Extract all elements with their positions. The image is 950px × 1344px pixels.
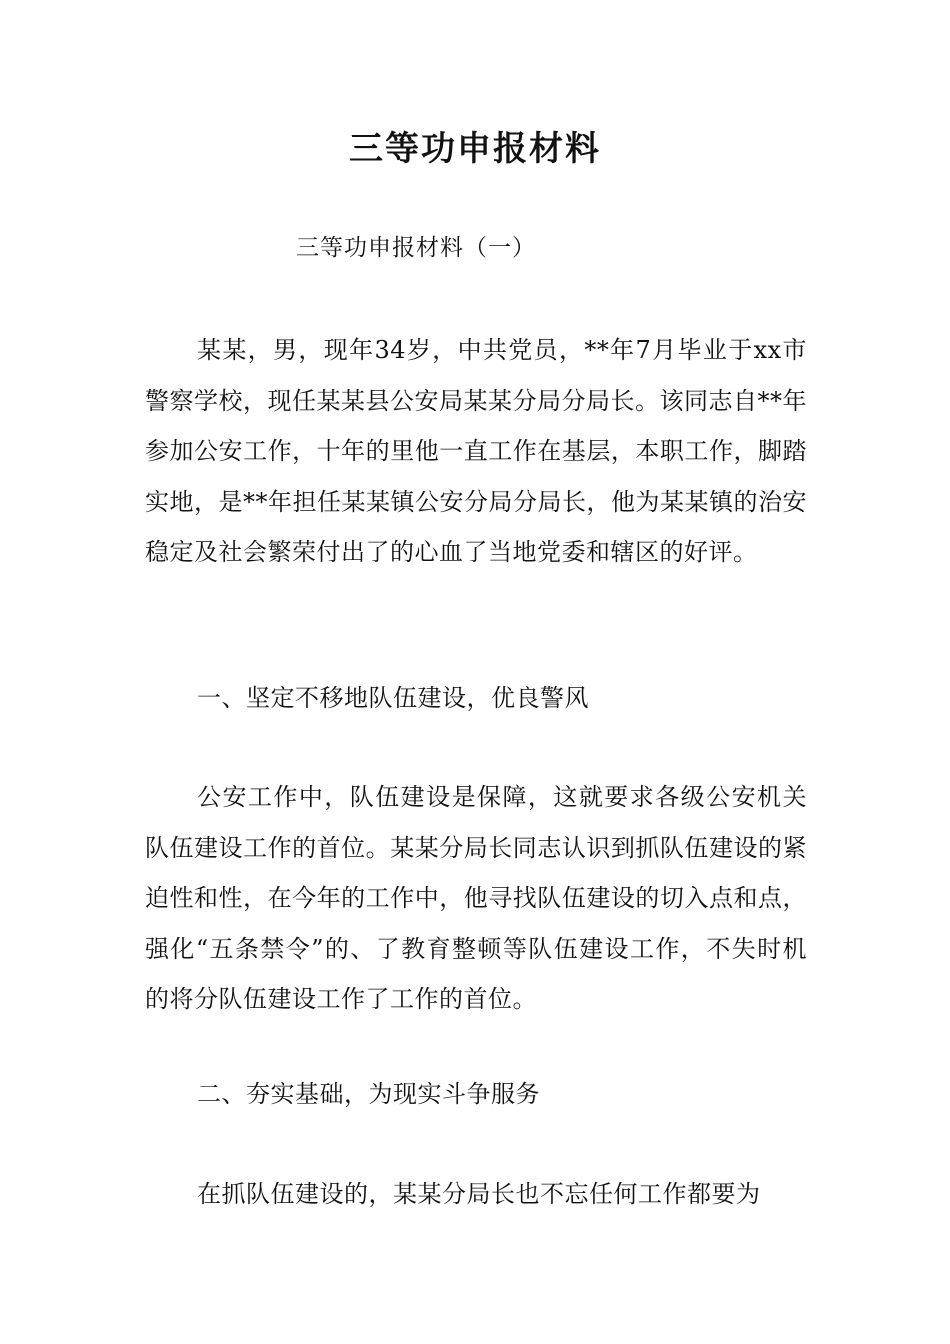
document-subtitle: 三等功申报材料（一）: [296, 235, 536, 261]
section-heading-2: 二、夯实基础，为现实斗争服务: [197, 1080, 540, 1108]
section-heading-1: 一、坚定不移地队伍建设，优良警风: [197, 684, 589, 712]
document-title: 三等功申报材料: [349, 129, 601, 169]
paragraph-introduction: 某某，男，现年34岁，中共党员，**年7月毕业于xx市警察学校，现任某某县公安局某某分局分局长。该同志自**年参加公安工作，十年的里他一直工作在基层，本职工作，脚踏实地，是**年担任某某镇公安分局分局长，他为某某镇的治安稳定及社会繁荣付出了的心血了当地党委和辖区的好评。: [145, 336, 807, 566]
paragraph-team-building: 公安工作中，队伍建设是保障，这就要求各级公安机关队伍建设工作的首位。某某分局长同志认识到抓队伍建设的紧迫性和性，在今年的工作中，他寻找队伍建设的切入点和点，强化“五条禁令”的、了教育整顿等队伍建设工作，不失时机的将分队伍建设工作了工作的首位。: [145, 783, 807, 1013]
paragraph-foundation: 在抓队伍建设的，某某分局长也不忘任何工作都要为: [197, 1180, 761, 1208]
